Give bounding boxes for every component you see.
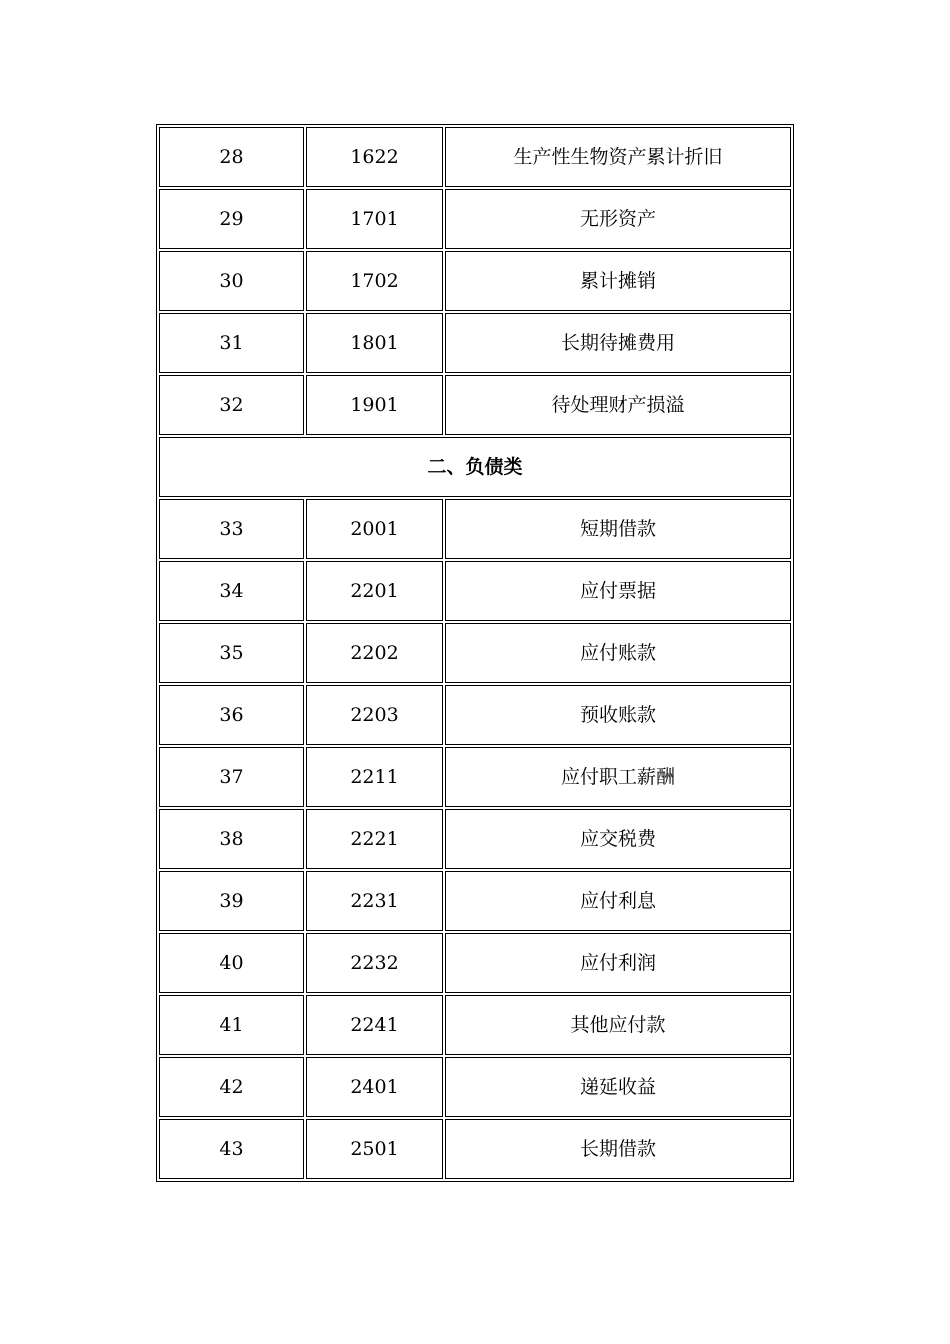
- code-cell: 2231: [306, 871, 443, 931]
- table-row: [159, 995, 791, 1055]
- name-cell: 预收账款: [445, 685, 791, 745]
- name-cell: 长期借款: [445, 1119, 791, 1179]
- name-cell: 应付票据: [445, 561, 791, 621]
- seq-cell: 39: [159, 871, 304, 931]
- name-cell: 应付利息: [445, 871, 791, 931]
- seq-cell: 42: [159, 1057, 304, 1117]
- table-row: [159, 1057, 791, 1117]
- section-header: 二、负债类: [159, 437, 791, 497]
- table-row: [159, 747, 791, 807]
- code-cell: 2001: [306, 499, 443, 559]
- liability-section: [159, 437, 791, 497]
- table-row: [159, 623, 791, 683]
- name-cell: 无形资产: [445, 189, 791, 249]
- table-row: [159, 127, 791, 187]
- seq-cell: 31: [159, 313, 304, 373]
- code-cell: 1701: [306, 189, 443, 249]
- seq-cell: 41: [159, 995, 304, 1055]
- code-cell: 1801: [306, 313, 443, 373]
- seq-cell: 38: [159, 809, 304, 869]
- table-row: [159, 871, 791, 931]
- table-row: [159, 933, 791, 993]
- liability-rows: [159, 499, 791, 1179]
- code-cell: 2211: [306, 747, 443, 807]
- name-cell: 应付账款: [445, 623, 791, 683]
- code-cell: 1622: [306, 127, 443, 187]
- code-cell: 2201: [306, 561, 443, 621]
- seq-cell: 33: [159, 499, 304, 559]
- name-cell: 应付利润: [445, 933, 791, 993]
- code-cell: 2501: [306, 1119, 443, 1179]
- seq-cell: 36: [159, 685, 304, 745]
- seq-cell: 34: [159, 561, 304, 621]
- table-row: [159, 561, 791, 621]
- name-cell: 短期借款: [445, 499, 791, 559]
- seq-cell: 43: [159, 1119, 304, 1179]
- seq-cell: 30: [159, 251, 304, 311]
- asset-rows: [159, 127, 791, 435]
- table-row: [159, 251, 791, 311]
- code-cell: 2232: [306, 933, 443, 993]
- seq-cell: 32: [159, 375, 304, 435]
- code-cell: 2401: [306, 1057, 443, 1117]
- table-row: [159, 499, 791, 559]
- code-cell: 2203: [306, 685, 443, 745]
- table-row: [159, 1119, 791, 1179]
- name-cell: 递延收益: [445, 1057, 791, 1117]
- table-row: [159, 685, 791, 745]
- name-cell: 应交税费: [445, 809, 791, 869]
- table-row: [159, 809, 791, 869]
- table-row: [159, 313, 791, 373]
- seq-cell: 40: [159, 933, 304, 993]
- seq-cell: 35: [159, 623, 304, 683]
- seq-cell: 37: [159, 747, 304, 807]
- name-cell: 应付职工薪酬: [445, 747, 791, 807]
- table-row: [159, 189, 791, 249]
- code-cell: 1901: [306, 375, 443, 435]
- table-row: [159, 375, 791, 435]
- name-cell: 其他应付款: [445, 995, 791, 1055]
- name-cell: 生产性生物资产累计折旧: [445, 127, 791, 187]
- name-cell: 待处理财产损溢: [445, 375, 791, 435]
- name-cell: 累计摊销: [445, 251, 791, 311]
- seq-cell: 28: [159, 127, 304, 187]
- code-cell: 2202: [306, 623, 443, 683]
- code-cell: 1702: [306, 251, 443, 311]
- seq-cell: 29: [159, 189, 304, 249]
- name-cell: 长期待摊费用: [445, 313, 791, 373]
- accounts-table: [156, 124, 794, 1182]
- section-header-row: [159, 437, 791, 497]
- code-cell: 2241: [306, 995, 443, 1055]
- code-cell: 2221: [306, 809, 443, 869]
